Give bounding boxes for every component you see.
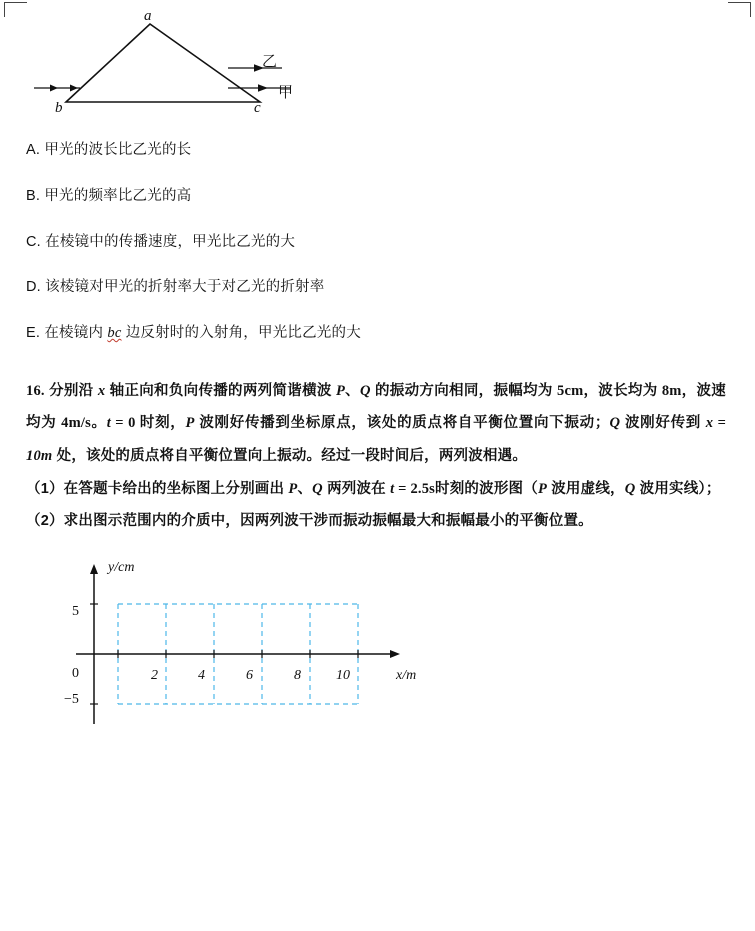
option-d [26, 277, 726, 299]
q16-wave-q: Q [360, 382, 371, 399]
q16-l1-tail: ，波 [583, 382, 614, 399]
q16-wave-p2: P [185, 415, 195, 432]
option-a-letter: A. [26, 142, 41, 158]
q16-speed: 4m/s。 [61, 415, 107, 432]
q16-l1-mid: 轴正向和负向传播的两列简谐横波 [105, 382, 337, 399]
prism-drawing [32, 6, 332, 124]
option-e-letter: E. [26, 325, 41, 341]
q16-wave-p: P [336, 382, 346, 399]
q16-p1-wave-p2: P [537, 480, 547, 497]
q16-l3-mid: 波刚好传到 [620, 415, 706, 432]
question-16 [26, 375, 726, 538]
ray-label-yi: 乙 [262, 53, 278, 70]
coordinate-grid-figure [46, 556, 446, 736]
grid-x-tick-8: 8 [294, 667, 301, 683]
prism-vertex-b-label: b [55, 100, 63, 116]
question-16-part-1 [26, 473, 726, 506]
q16-l2-mid: ，波速均为 [26, 382, 726, 432]
q16-wavelength: 8m [661, 382, 682, 399]
option-e-suffix: 边反射时的入射角，甲光比乙光的大 [121, 325, 361, 341]
option-c-text: 在棱镜中的传播速度，甲光比乙光的大 [45, 233, 296, 250]
q16-p1-time: = 2.5s [394, 480, 436, 497]
q16-x-eq-10m: x = 10m [26, 415, 726, 464]
grid-x-axis-label: x/m [396, 667, 417, 683]
option-a [26, 140, 726, 162]
option-e [26, 323, 726, 345]
q16-p1-end: 波用实线）； [635, 480, 721, 497]
ray-label-jia: 甲 [278, 84, 294, 101]
grid-y-tick-minus5: −5 [64, 691, 79, 707]
q16-p1-comma: 、 [297, 480, 313, 497]
q16-l3-pre: 置向下振动； [518, 415, 610, 432]
option-c-letter: C. [26, 233, 41, 250]
q16-t-eq-0: = 0 [110, 415, 140, 432]
prism-vertex-c-label: c [254, 100, 261, 116]
grid-x-tick-2: 2 [151, 667, 158, 683]
option-e-prefix: 在棱镜内 [44, 325, 108, 341]
option-d-letter: D. [26, 279, 41, 296]
q16-var-x: x [97, 382, 106, 399]
question-16-part-2: （2）求出图示范围内的介质中，因两列波干涉而振动振幅最大和振幅最小的平衡位置。 [26, 513, 593, 530]
q16-l4: 后，两列波相遇。 [409, 448, 528, 464]
q16-wave-q3: Q [609, 415, 621, 432]
q16-l3-end: 处，该处的质点将自平衡位置向上振动。经过一段时间 [52, 448, 410, 464]
option-b-text: 甲光的频率比乙光的高 [44, 187, 192, 204]
crop-mark-top-right [728, 2, 751, 17]
q16-p1-wave-p: P [288, 480, 298, 497]
q16-p1-wave-q2: Q [624, 480, 636, 497]
q16-l2-pre: 长均为 [613, 382, 662, 399]
q16-l2-end: 波刚好传播到坐标原点，该处的质点将自平衡位 [194, 415, 519, 432]
page-content [26, 0, 726, 736]
option-b [26, 186, 726, 208]
prism-figure [32, 6, 332, 124]
grid-x-tick-4: 4 [198, 667, 205, 683]
option-c [26, 232, 726, 254]
coordinate-grid-drawing [46, 556, 446, 736]
q16-l1-end: 的振动方向相同，振幅均为 [370, 382, 557, 399]
q16-p1-mid: 两列波在 [322, 480, 391, 497]
crop-mark-top-left [4, 2, 27, 17]
grid-y-tick-5: 5 [72, 603, 79, 619]
q16-amplitude: 5cm [557, 382, 584, 399]
q16-p1-wave-q: Q [312, 480, 323, 497]
option-e-edge-bc: bc [107, 325, 122, 341]
option-d-text: 该棱镜对甲光的折射率大于对乙光的折射率 [45, 279, 325, 296]
question-16-number: 16. [26, 382, 45, 399]
q16-p1-pre: （1）在答题卡给出的坐标图上分别画出 [26, 480, 289, 497]
grid-y-axis-label: y/cm [108, 559, 135, 575]
option-a-text: 甲光的波长比乙光的长 [44, 142, 192, 158]
q16-l1-pre: 分别沿 [44, 382, 98, 399]
q16-l2-mid2: 时刻， [139, 415, 186, 432]
q16-p1-var-t: t [390, 480, 395, 497]
grid-origin-label: 0 [72, 665, 79, 681]
grid-x-tick-6: 6 [246, 667, 253, 683]
prism-vertex-a-label: a [144, 8, 152, 24]
question-16-body [26, 375, 726, 473]
option-b-letter: B. [26, 187, 41, 204]
q16-var-t: t [106, 415, 111, 432]
q16-p1-mid2: 时刻的波形图（ [435, 480, 538, 497]
grid-x-tick-10: 10 [336, 667, 350, 683]
q16-comma1: 、 [345, 382, 360, 399]
q16-p1-mid3: 波用虚线， [547, 480, 625, 497]
